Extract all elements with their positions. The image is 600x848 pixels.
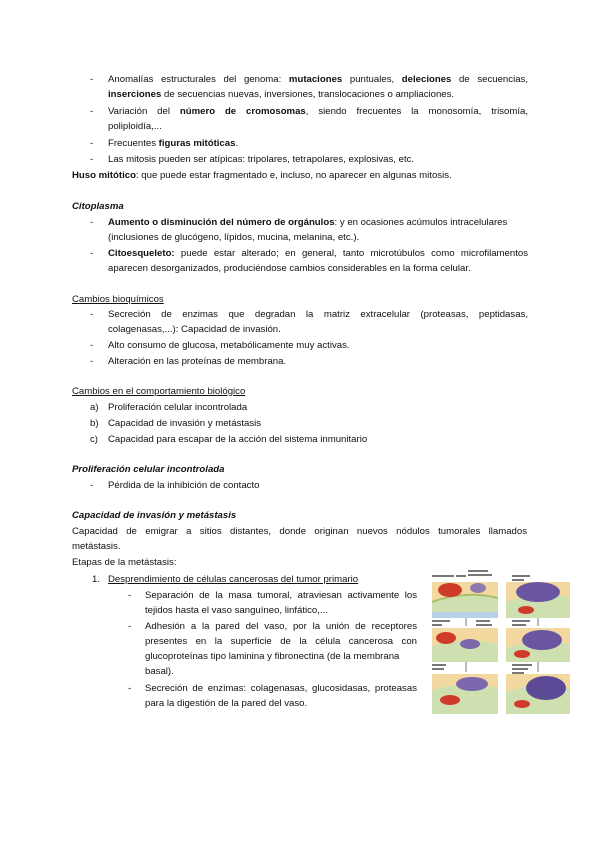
bullet-mitotic-figures: Frecuentes figuras mitóticas. (108, 138, 239, 149)
bullet-organelles: Aumento o disminución del número de orgánulos: y en ocasiones acúmulos intracelulares (108, 217, 508, 228)
figure-panel (432, 582, 498, 618)
step-number: 1. (92, 574, 101, 585)
bullet-chromosome-number-l2: poliploidía,... (108, 121, 162, 132)
sub-bullet-enzyme-secretion-l2: para la digestión de la pared del vaso. (145, 698, 308, 709)
bullet-dash: - (128, 621, 132, 632)
figure-panel (432, 628, 498, 662)
sub-bullet-separation-l2: tejidos hasta el vaso sanguíneo, linfático,... (145, 605, 328, 616)
bullet-dash: - (90, 154, 94, 165)
heading-comportamiento-biologico: Cambios en el comportamiento biológico (72, 386, 246, 397)
bullet-dash: - (90, 480, 94, 491)
bullet-contact-inhibition: Pérdida de la inhibición de contacto (108, 480, 260, 491)
heading-cambios-bioquimicos: Cambios bioquímicos (72, 294, 164, 305)
bullet-dash: - (90, 74, 94, 85)
bullet-atypical-mitosis: Las mitosis pueden ser atípicas: tripolares, tetrapolares, explosivas, etc. (108, 154, 415, 165)
bullet-genome-anomalies-l2: inserciones de secuencias nuevas, inversiones, translocaciones o ampliaciones. (108, 89, 455, 100)
figure-panel (506, 674, 570, 714)
bullet-enzymes-l2: colagenasas,...): Capacidad de invasión. (108, 324, 281, 335)
list-marker: a) (90, 402, 99, 413)
bullet-enzymes: Secreción de enzimas que degradan la matriz extracelular (proteasas, peptidasas, (108, 309, 528, 320)
bullet-dash: - (90, 340, 94, 351)
sub-bullet-separation: Separación de la masa tumoral, atraviesan activamente los (145, 590, 417, 601)
figure-panel (506, 628, 570, 662)
bullet-dash: - (90, 138, 94, 149)
bullet-dash: - (90, 248, 94, 259)
bullet-dash: - (90, 106, 94, 117)
figure-panel (506, 582, 570, 618)
list-item: Capacidad de invasión y metástasis (108, 418, 262, 429)
bullet-genome-anomalies: Anomalías estructurales del genoma: mutaciones puntuales, deleciones de secuencias, (108, 74, 528, 85)
sub-bullet-adhesion-l2: presentes en la superficie de la célula cancerosa con (145, 636, 417, 647)
bullet-dash: - (90, 356, 94, 367)
bullet-organelles-l2: (inclusiones de glucógeno, lípidos, mucina, melanina, etc.). (108, 232, 360, 243)
metastasis-stages-label: Etapas de la metástasis: (72, 557, 177, 568)
bullet-membrane-proteins: Alteración en las proteínas de membrana. (108, 356, 287, 367)
bullet-dash: - (90, 217, 94, 228)
sub-bullet-adhesion-l3: glucoproteínas tipo laminina y fibronectina (de la membrana (145, 651, 400, 662)
list-item: Proliferación celular incontrolada (108, 402, 248, 413)
invasion-paragraph-l2: metástasis. (72, 541, 121, 552)
invasion-paragraph: Capacidad de emigrar a sitios distantes, donde originan nuevos nódulos tumorales llamados (72, 526, 527, 537)
step-title: Desprendimiento de células cancerosas del tumor primario (108, 574, 359, 585)
figure-panel (432, 674, 498, 714)
metastasis-stages-figure (430, 568, 572, 718)
sub-bullet-adhesion: Adhesión a la pared del vaso, por la unión de receptores (145, 621, 417, 632)
sub-bullet-adhesion-l4: basal). (145, 666, 174, 677)
list-marker: c) (90, 434, 98, 445)
heading-invasion-metastasis: Capacidad de invasión y metástasis (72, 510, 237, 521)
list-marker: b) (90, 418, 99, 429)
huso-mitotico-paragraph: Huso mitótico: que puede estar fragmentado e, incluso, no aparecer en algunas mitosis. (72, 170, 452, 181)
heading-proliferacion: Proliferación celular incontrolada (72, 464, 225, 475)
bullet-cytoskeleton: Citoesqueleto: puede estar alterado; en general, tanto microtúbulos como microfilamentos (108, 248, 528, 259)
list-item: Capacidad para escapar de la acción del sistema inmunitario (108, 434, 368, 445)
heading-citoplasma: Citoplasma (72, 201, 124, 212)
bullet-dash: - (90, 309, 94, 320)
bullet-glucose: Alto consumo de glucosa, metabólicamente muy activas. (108, 340, 350, 351)
bullet-dash: - (128, 590, 132, 601)
sub-bullet-enzyme-secretion: Secreción de enzimas: colagenasas, glucosidasas, proteasas (145, 683, 417, 694)
bullet-cytoskeleton-l2: aparecen desorganizados, produciéndose cambios considerables en la forma celular. (108, 263, 471, 274)
bullet-dash: - (128, 683, 132, 694)
bullet-chromosome-number: Variación del número de cromosomas, siendo frecuentes la monosomía, trisomía, (108, 106, 528, 117)
